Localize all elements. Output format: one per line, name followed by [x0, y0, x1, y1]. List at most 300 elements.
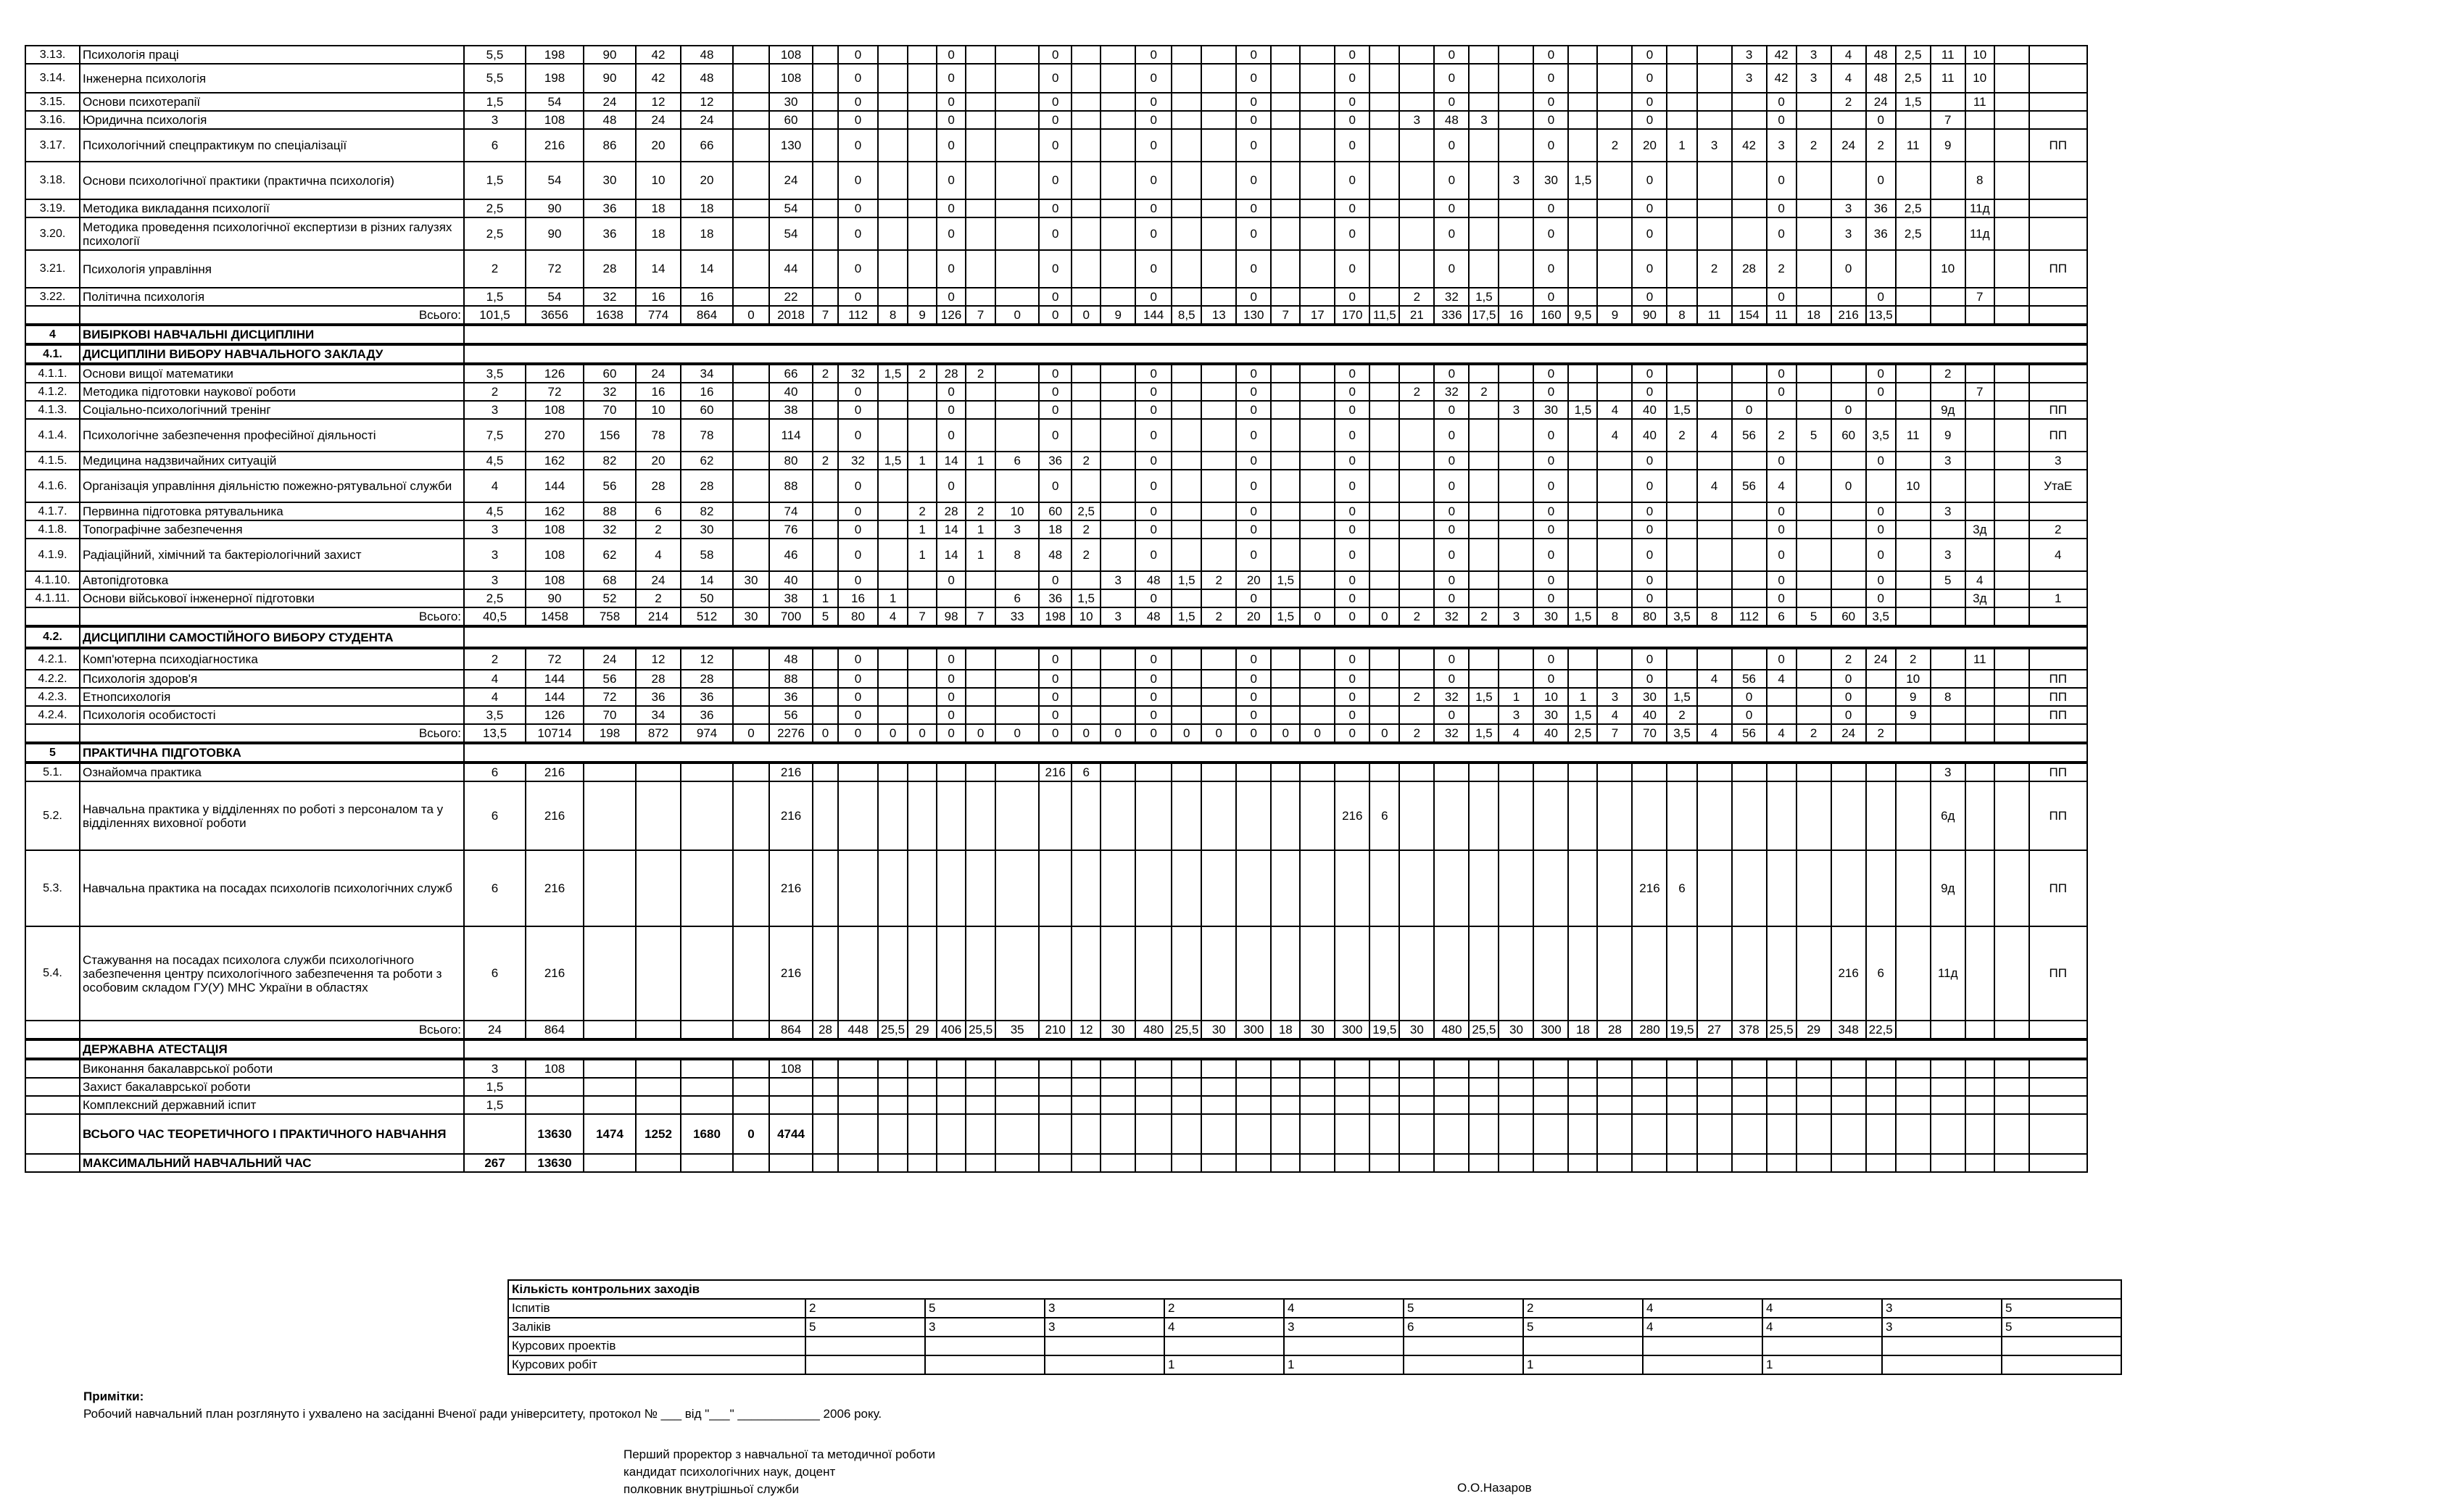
discipline-row [25, 452, 2087, 470]
value-cell: 0 [1335, 520, 1369, 539]
value-cell: 16 [636, 288, 681, 306]
value-cell [878, 250, 908, 288]
value-cell: 0 [1039, 419, 1072, 452]
value-cell: 0 [1236, 648, 1271, 670]
value-cell: 0 [1866, 571, 1896, 589]
value-cell: 6 [1072, 763, 1101, 781]
value-cell: 0 [1039, 111, 1072, 129]
value-cell [1335, 850, 1369, 926]
value-cell: 7 [966, 306, 995, 325]
value-cell [1732, 288, 1767, 306]
value-cell: 0 [838, 383, 878, 401]
value-cell: 872 [636, 724, 681, 743]
value-cell [1072, 670, 1101, 688]
value-cell [813, 763, 838, 781]
value-cell: 42 [1767, 64, 1796, 93]
value-cell [1469, 217, 1499, 250]
row-code: 4.1.10. [25, 571, 80, 589]
value-cell: 0 [813, 724, 838, 743]
value-cell [1271, 64, 1300, 93]
value-cell: 66 [681, 129, 733, 162]
value-cell [1300, 217, 1335, 250]
value-cell: 36 [1866, 199, 1896, 217]
value-cell: 10 [1896, 670, 1931, 688]
value-cell: 2 [908, 364, 937, 383]
value-cell: 4 [1697, 419, 1732, 452]
value-cell: 2 [1072, 452, 1101, 470]
value-cell [1201, 502, 1236, 520]
value-cell [1399, 763, 1434, 781]
value-cell [1172, 217, 1201, 250]
value-cell [1568, 1059, 1597, 1078]
value-cell: 2018 [769, 306, 813, 325]
value-cell [1568, 520, 1597, 539]
value-cell [1796, 217, 1831, 250]
value-cell [1335, 926, 1369, 1021]
value-cell [908, 571, 937, 589]
value-cell [1667, 217, 1696, 250]
value-cell [1994, 670, 2029, 688]
value-cell [636, 1021, 681, 1039]
value-cell [1896, 926, 1931, 1021]
value-cell [1994, 129, 2029, 162]
control-value [1045, 1355, 1164, 1374]
value-cell: 0 [995, 306, 1039, 325]
value-cell [1994, 724, 2029, 743]
value-cell [1896, 781, 1931, 850]
value-cell [1533, 763, 1568, 781]
value-cell [995, 111, 1039, 129]
value-cell [1499, 1154, 1533, 1172]
value-cell [878, 401, 908, 419]
value-cell: 2 [1399, 607, 1434, 626]
value-cell [1399, 850, 1434, 926]
value-cell [1335, 1078, 1369, 1096]
row-name: Психологія особистості [80, 706, 464, 724]
value-cell [1796, 688, 1831, 706]
value-cell [966, 383, 995, 401]
value-cell: 20 [1236, 571, 1271, 589]
value-cell [1300, 502, 1335, 520]
value-cell: 0 [1335, 452, 1369, 470]
value-cell: 130 [769, 129, 813, 162]
value-cell: 0 [1335, 688, 1369, 706]
value-cell [2029, 162, 2087, 199]
value-cell: 0 [1632, 452, 1667, 470]
value-cell [878, 111, 908, 129]
value-cell: 24 [584, 93, 636, 111]
value-cell [2029, 199, 2087, 217]
value-cell: 6 [1767, 607, 1796, 626]
value-cell [995, 763, 1039, 781]
value-cell [1271, 1059, 1300, 1078]
value-cell: 2,5 [464, 217, 526, 250]
value-cell: 0 [1300, 607, 1335, 626]
value-cell: 25,5 [1469, 1021, 1499, 1039]
value-cell [733, 452, 769, 470]
discipline-row [25, 199, 2087, 217]
value-cell: 3 [1831, 217, 1866, 250]
value-cell [636, 850, 681, 926]
value-cell: 0 [838, 502, 878, 520]
value-cell: 4 [1831, 46, 1866, 64]
row-code: 4.2.3. [25, 688, 80, 706]
row-code: 3.21. [25, 250, 80, 288]
control-value: 2 [1164, 1299, 1284, 1318]
value-cell [1271, 46, 1300, 64]
value-cell [636, 1059, 681, 1078]
value-cell: 78 [681, 419, 733, 452]
value-cell: 11 [1931, 46, 1965, 64]
value-cell [1732, 539, 1767, 571]
value-cell [1369, 571, 1399, 589]
value-cell [1469, 64, 1499, 93]
value-cell [908, 199, 937, 217]
value-cell [995, 64, 1039, 93]
value-cell [1597, 648, 1632, 670]
value-cell [1101, 129, 1135, 162]
value-cell [908, 129, 937, 162]
value-cell [1271, 648, 1300, 670]
value-cell [1201, 781, 1236, 850]
value-cell: 1 [966, 452, 995, 470]
value-cell [1399, 217, 1434, 250]
row-name: МАКСИМАЛЬНИЙ НАВЧАЛЬНИЙ ЧАС [80, 1154, 464, 1172]
value-cell: 4 [878, 607, 908, 626]
value-cell [937, 763, 966, 781]
value-cell: 90 [526, 589, 584, 607]
value-cell: 0 [937, 706, 966, 724]
value-cell [1667, 539, 1696, 571]
value-cell: 0 [1201, 724, 1236, 743]
value-cell [769, 1154, 813, 1172]
value-cell: 56 [584, 670, 636, 688]
value-cell [1399, 648, 1434, 670]
value-cell [2029, 93, 2087, 111]
value-cell [937, 1059, 966, 1078]
value-cell [1732, 589, 1767, 607]
value-cell [1072, 46, 1101, 64]
value-cell: 9 [1101, 306, 1135, 325]
value-cell: 8 [1597, 607, 1632, 626]
value-cell: 1 [966, 520, 995, 539]
value-cell: 0 [838, 129, 878, 162]
control-value: 4 [1284, 1299, 1404, 1318]
value-cell [1767, 781, 1796, 850]
value-cell [1271, 502, 1300, 520]
value-cell [1994, 520, 2029, 539]
value-cell: 30 [1499, 1021, 1533, 1039]
value-cell: 10 [636, 162, 681, 199]
value-cell: 10 [1533, 688, 1568, 706]
value-cell: 2 [464, 250, 526, 288]
value-cell: 101,5 [464, 306, 526, 325]
value-cell [1965, 1078, 1994, 1096]
value-cell: 108 [526, 1059, 584, 1078]
value-cell [1499, 502, 1533, 520]
value-cell: 90 [526, 199, 584, 217]
control-row [508, 1337, 2121, 1355]
control-value: 3 [1045, 1318, 1164, 1337]
value-cell: 0 [1434, 502, 1469, 520]
value-cell [966, 1096, 995, 1114]
value-cell [1732, 111, 1767, 129]
value-cell [995, 364, 1039, 383]
value-cell: 1,5 [1667, 401, 1696, 419]
value-cell [1994, 502, 2029, 520]
value-cell [1172, 383, 1201, 401]
value-cell: 0 [1533, 571, 1568, 589]
discipline-row [25, 470, 2087, 502]
value-cell: 126 [526, 706, 584, 724]
value-cell [1667, 502, 1696, 520]
value-cell [1965, 470, 1994, 502]
value-cell: 1,5 [1172, 571, 1201, 589]
value-cell [966, 199, 995, 217]
value-cell [1767, 1078, 1796, 1096]
value-cell [1201, 539, 1236, 571]
value-cell [1172, 589, 1201, 607]
value-cell: 0 [1039, 199, 1072, 217]
value-cell [878, 781, 908, 850]
value-cell [1399, 199, 1434, 217]
control-value [1045, 1337, 1164, 1355]
value-cell [1300, 648, 1335, 670]
value-cell [1632, 763, 1667, 781]
value-cell [1399, 589, 1434, 607]
value-cell: 0 [1767, 648, 1796, 670]
value-cell: 3,5 [1866, 419, 1896, 452]
value-cell: 7 [813, 306, 838, 325]
value-cell [966, 419, 995, 452]
row-code: 3.16. [25, 111, 80, 129]
control-measures-table [507, 1279, 2122, 1375]
value-cell: 2 [1201, 571, 1236, 589]
value-cell [1896, 162, 1931, 199]
value-cell: 0 [838, 217, 878, 250]
value-cell: 30 [1101, 1021, 1135, 1039]
value-cell [2029, 364, 2087, 383]
value-cell [966, 670, 995, 688]
discipline-row [25, 1114, 2087, 1154]
value-cell: 108 [769, 46, 813, 64]
value-cell [1300, 850, 1335, 926]
value-cell [1369, 1078, 1399, 1096]
value-cell [1399, 502, 1434, 520]
value-cell [908, 763, 937, 781]
value-cell [1072, 706, 1101, 724]
value-cell: 10714 [526, 724, 584, 743]
value-cell: 700 [769, 607, 813, 626]
value-cell: 0 [1831, 670, 1866, 688]
value-cell: 88 [584, 502, 636, 520]
value-cell [1568, 64, 1597, 93]
value-cell: 30 [1533, 607, 1568, 626]
value-cell: 36 [1039, 452, 1072, 470]
value-cell: 0 [1300, 724, 1335, 743]
value-cell: 0 [1236, 46, 1271, 64]
value-cell [1369, 93, 1399, 111]
value-cell [813, 1059, 838, 1078]
value-cell: 54 [769, 217, 813, 250]
value-cell [1369, 401, 1399, 419]
value-cell: 0 [733, 724, 769, 743]
value-cell: 2 [1866, 129, 1896, 162]
value-cell [681, 763, 733, 781]
value-cell: 42 [1732, 129, 1767, 162]
value-cell [1796, 162, 1831, 199]
value-cell [1172, 470, 1201, 502]
value-cell: 1,5 [1667, 688, 1696, 706]
value-cell [813, 250, 838, 288]
value-cell [1469, 1154, 1499, 1172]
value-cell: 56 [1732, 724, 1767, 743]
value-cell: 3 [1101, 607, 1135, 626]
section-fill [464, 626, 2087, 648]
value-cell: 0 [1335, 670, 1369, 688]
value-cell: 6 [464, 763, 526, 781]
discipline-row [25, 46, 2087, 64]
row-name: Соціально-психологічний тренінг [80, 401, 464, 419]
value-cell [1994, 706, 2029, 724]
value-cell [1201, 452, 1236, 470]
value-cell: 2 [908, 502, 937, 520]
value-cell: 2 [636, 520, 681, 539]
signature-block [623, 1446, 935, 1498]
value-cell: 36 [1039, 589, 1072, 607]
value-cell [1896, 1059, 1931, 1078]
value-cell: 0 [1767, 288, 1796, 306]
value-cell [2029, 1096, 2087, 1114]
value-cell [1965, 706, 1994, 724]
value-cell: 0 [838, 670, 878, 688]
value-cell [1469, 589, 1499, 607]
value-cell [878, 199, 908, 217]
value-cell [1300, 520, 1335, 539]
value-cell [1568, 502, 1597, 520]
value-cell: 62 [681, 452, 733, 470]
value-cell [966, 162, 995, 199]
value-cell: 198 [1039, 607, 1072, 626]
value-cell: 0 [1236, 383, 1271, 401]
value-cell: 0 [1039, 401, 1072, 419]
value-cell [1072, 648, 1101, 670]
value-cell [1172, 1078, 1201, 1096]
value-cell [1667, 111, 1696, 129]
value-cell [1568, 288, 1597, 306]
value-cell [995, 288, 1039, 306]
value-cell [1201, 1154, 1236, 1172]
value-cell [1866, 850, 1896, 926]
value-cell: 34 [636, 706, 681, 724]
value-cell: 38 [769, 401, 813, 419]
value-cell [1796, 1154, 1831, 1172]
value-cell: 2,5 [1896, 199, 1931, 217]
value-cell: 4 [1767, 724, 1796, 743]
value-cell [1201, 64, 1236, 93]
value-cell: 480 [1135, 1021, 1172, 1039]
discipline-row [25, 288, 2087, 306]
value-cell [1101, 670, 1135, 688]
value-cell [1732, 217, 1767, 250]
value-cell [1896, 850, 1931, 926]
control-value: 2 [1523, 1299, 1643, 1318]
value-cell: 2 [1831, 648, 1866, 670]
value-cell: 0 [1135, 706, 1172, 724]
value-cell [1172, 129, 1201, 162]
value-cell: 0 [733, 1114, 769, 1154]
value-cell: 0 [1434, 419, 1469, 452]
value-cell: 0 [1767, 364, 1796, 383]
value-cell [1568, 111, 1597, 129]
value-cell [1271, 288, 1300, 306]
value-cell [733, 1059, 769, 1078]
value-cell: 1,5 [1469, 724, 1499, 743]
value-cell [636, 1078, 681, 1096]
value-cell: 0 [1434, 199, 1469, 217]
value-cell [1533, 1078, 1568, 1096]
value-cell [733, 763, 769, 781]
value-cell: 0 [1866, 502, 1896, 520]
value-cell [966, 850, 995, 926]
value-cell [1597, 383, 1632, 401]
value-cell [908, 1114, 937, 1154]
value-cell [1597, 199, 1632, 217]
value-cell: 3 [464, 539, 526, 571]
value-cell [733, 1154, 769, 1172]
value-cell [1767, 1059, 1796, 1078]
value-cell [733, 419, 769, 452]
value-cell [1866, 706, 1896, 724]
value-cell [1469, 470, 1499, 502]
value-cell [1667, 383, 1696, 401]
value-cell [1965, 129, 1994, 162]
value-cell [1499, 670, 1533, 688]
value-cell [995, 1078, 1039, 1096]
value-cell: 82 [584, 452, 636, 470]
value-cell [1499, 288, 1533, 306]
value-cell [1597, 850, 1632, 926]
value-cell [908, 648, 937, 670]
value-cell: 20 [1632, 129, 1667, 162]
value-cell [813, 288, 838, 306]
value-cell: 3,5 [464, 364, 526, 383]
value-cell [1866, 1096, 1896, 1114]
value-cell: 82 [681, 502, 733, 520]
value-cell [908, 401, 937, 419]
value-cell [1499, 589, 1533, 607]
value-cell [1597, 589, 1632, 607]
value-cell: 0 [1039, 129, 1072, 162]
value-cell [1896, 1078, 1931, 1096]
value-cell: 0 [838, 93, 878, 111]
value-cell [1201, 46, 1236, 64]
value-cell [1399, 64, 1434, 93]
value-cell: 0 [1434, 539, 1469, 571]
value-cell [1300, 470, 1335, 502]
value-cell: 0 [1767, 93, 1796, 111]
value-cell: 1 [908, 452, 937, 470]
value-cell [1796, 502, 1831, 520]
value-cell [1896, 724, 1931, 743]
value-cell [1135, 850, 1172, 926]
value-cell [1568, 589, 1597, 607]
value-cell [1796, 589, 1831, 607]
value-cell: 36 [681, 706, 733, 724]
section-row [25, 325, 2087, 344]
row-code [25, 724, 80, 743]
control-label: Заліків [508, 1318, 805, 1337]
